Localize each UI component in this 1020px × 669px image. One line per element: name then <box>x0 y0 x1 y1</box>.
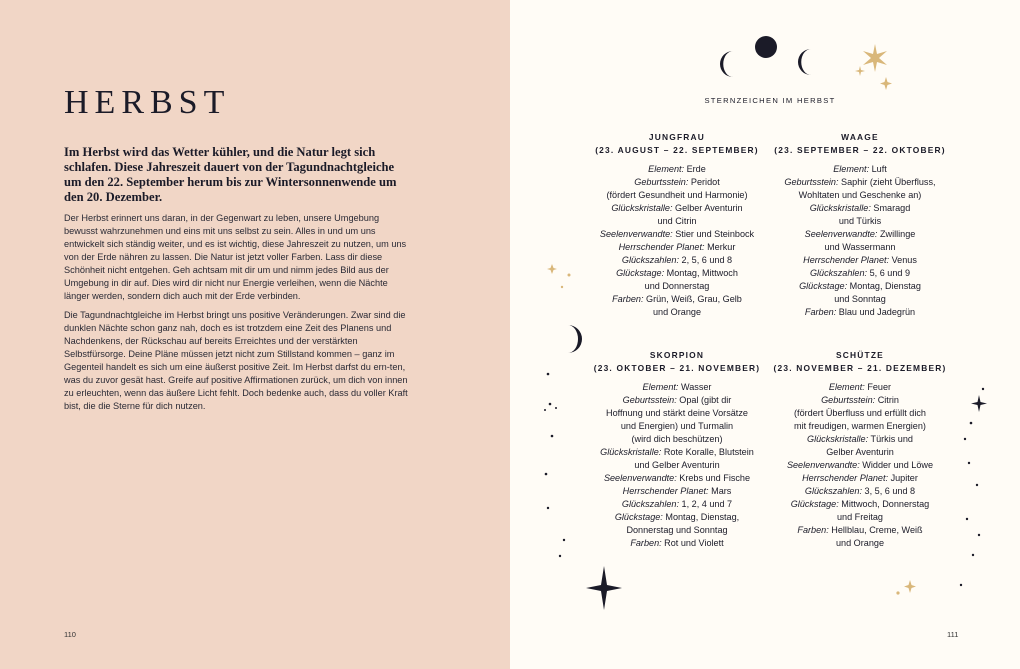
sign-detail-line <box>577 433 777 446</box>
sign-detail-value: Venus <box>889 255 917 265</box>
sign-detail-line <box>760 446 960 459</box>
sign-detail-line <box>577 420 777 433</box>
sign-jungfrau <box>577 131 777 319</box>
sign-detail-line <box>577 241 777 254</box>
sign-detail-label: Geburtsstein: <box>821 395 876 405</box>
sign-detail-line <box>577 485 777 498</box>
sign-detail-value: und Türkis <box>838 216 882 226</box>
sign-detail-label: Farben: <box>612 294 644 304</box>
sign-detail-line <box>577 280 777 293</box>
sign-detail-value: Hellblau, Creme, Weiß <box>828 525 923 535</box>
sign-detail-label: Glückszahlen: <box>621 255 680 265</box>
sign-detail-line <box>760 228 960 241</box>
sign-dates: (23. NOVEMBER – 21. DEZEMBER) <box>773 363 947 373</box>
sign-dates: (23. SEPTEMBER – 22. OKTOBER) <box>774 145 946 155</box>
sign-detail-value: und Wassermann <box>824 242 896 252</box>
sign-detail-line <box>577 267 777 280</box>
sign-detail-line <box>760 241 960 254</box>
sign-skorpion <box>577 349 777 550</box>
sign-detail-line <box>577 189 777 202</box>
sign-detail-value: Mittwoch, Donnerstag <box>838 499 930 509</box>
sign-detail-label: Herrschender Planet: <box>618 242 705 252</box>
sign-detail-value: Peridot <box>688 177 720 187</box>
sign-detail-line <box>577 472 777 485</box>
sign-detail-value: Zwillinge <box>877 229 916 239</box>
page-number-left: 110 <box>64 630 76 639</box>
sign-details <box>760 381 960 550</box>
sign-detail-value: Gelber Aventurin <box>826 447 894 457</box>
sign-detail-value: Mars <box>708 486 732 496</box>
star-dots <box>955 385 995 595</box>
sign-detail-value: und Sonntag <box>834 294 886 304</box>
sign-detail-label: Element: <box>833 164 870 174</box>
sign-detail-value: Wasser <box>678 382 712 392</box>
sign-detail-value: und Donnerstag <box>644 281 710 291</box>
sign-detail-label: Seelenverwandte: <box>603 473 677 483</box>
sign-name: SKORPION <box>649 350 705 360</box>
body-paragraph-1: Der Herbst erinnert uns daran, in der Gegenwart zu leben, unsere Umgebung bewusst wahrzunehmen und eins mit uns selbst zu sein. Alles in und um uns entwickelt sich ständig weiter, und es ist wichtig, diese Jahreszeit zu nutzen, um uns von der Erde nähren zu lassen. Die Natur ist jetzt voller Farben. Lass dir diese Schönheit nicht entgehen. Geh achtsam mit dir um und nimm jedes Bild aus der Umgebung in dir auf. Dies wird dir nicht nur Energie verleihen, wenn die Nächte länger werden, sondern dich auch mit der Erde verbinden. <box>64 213 407 301</box>
sign-detail-line <box>760 176 960 189</box>
sign-detail-label: Glückskristalle: <box>611 203 673 213</box>
sign-detail-value: Widder und Löwe <box>859 460 934 470</box>
sign-detail-label: Herrschender Planet: <box>803 255 890 265</box>
sign-detail-label: Farben: <box>804 307 837 317</box>
sign-detail-label: Glückstage: <box>614 512 663 522</box>
sign-detail-label: Farben: <box>630 538 662 548</box>
sign-detail-value: Wohltaten und Geschenke an) <box>798 190 922 200</box>
sign-detail-label: Seelenverwandte: <box>804 229 878 239</box>
sign-detail-line <box>577 407 777 420</box>
sign-detail-value: Gelber Aventurin <box>672 203 743 213</box>
sign-detail-line <box>760 254 960 267</box>
sign-detail-label: Element: <box>828 382 865 392</box>
sign-detail-line <box>760 189 960 202</box>
sign-detail-label: Glückszahlen: <box>809 268 868 278</box>
sign-detail-line <box>760 293 960 306</box>
sign-detail-line <box>760 537 960 550</box>
sign-detail-line <box>760 280 960 293</box>
sign-detail-value: Citrin <box>875 395 899 405</box>
sign-detail-value: Rot und Violett <box>661 538 724 548</box>
sign-detail-line <box>577 254 777 267</box>
sign-detail-value: und Orange <box>835 538 885 548</box>
sign-detail-value: mit freudigen, warmen Energien) <box>794 421 926 431</box>
sign-detail-value: Erde <box>684 164 706 174</box>
sign-detail-label: Geburtsstein: <box>622 395 677 405</box>
sign-detail-value: 3, 5, 6 und 8 <box>862 486 916 496</box>
sign-detail-line <box>577 228 777 241</box>
sign-details <box>577 163 777 319</box>
sign-detail-label: Seelenverwandte: <box>599 229 673 239</box>
sign-detail-line <box>760 485 960 498</box>
sign-detail-value: 5, 6 und 9 <box>867 268 911 278</box>
sign-detail-value: und Orange <box>652 307 702 317</box>
sign-detail-value: 1, 2, 4 und 7 <box>679 499 733 509</box>
sign-detail-value: (wird dich beschützen) <box>631 434 723 444</box>
four-point-star-icon <box>585 565 623 611</box>
gold-star-icon <box>890 578 920 600</box>
sign-detail-value: Smaragd <box>870 203 911 213</box>
sign-detail-line <box>577 202 777 215</box>
sign-detail-value: Stier und Steinbock <box>672 229 755 239</box>
sign-dates: (23. OKTOBER – 21. NOVEMBER) <box>593 363 761 373</box>
sign-detail-line <box>760 267 960 280</box>
sign-detail-value: Merkur <box>704 242 736 252</box>
sign-detail-label: Glückskristalle: <box>600 447 662 457</box>
sign-detail-label: Glückskristalle: <box>807 434 869 444</box>
sign-detail-label: Herrschender Planet: <box>622 486 709 496</box>
sign-detail-line <box>760 215 960 228</box>
page-number-right: 111 <box>947 630 959 639</box>
sign-detail-line <box>760 498 960 511</box>
sign-name: SCHÜTZE <box>836 350 884 360</box>
moon-phases-icon <box>715 35 815 83</box>
sign-detail-value: und Gelber Aventurin <box>634 460 720 470</box>
sign-detail-value: Feuer <box>864 382 892 392</box>
sign-detail-label: Glückszahlen: <box>621 499 680 509</box>
sign-detail-value: Blau und Jadegrün <box>836 307 916 317</box>
sign-dates: (23. AUGUST – 22. SEPTEMBER) <box>595 145 759 155</box>
body-paragraph-2: Die Tagundnachtgleiche im Herbst bringt uns positive Veränderungen. Zwar sind die dunklen Nächte schon ganz nah, doch es ist trotzdem eine Zeit des Planens und Nachdenkens, der Rückschau auf bereits Erreichtes und der verstärkten Selbstfürsorge. Deine Pläne müssen jetzt nicht zum Stillstand kommen – ganz im Gegenteil handelt es sich um eine äußerst positive Zeit. Im Herbst darfst du ern-ten, was du zuvor gesät hast. Greife auf positive Affirmationen zurück, um dich von innen zu erleuchten, wenn das äußere Licht fehlt. Doch bedenke auch, dass du voller Kraft bist, die die Sterne für dich nutzen. <box>64 310 408 411</box>
sign-detail-value: Türkis und <box>868 434 913 444</box>
sign-detail-label: Herrschender Planet: <box>802 473 889 483</box>
sign-detail-line <box>577 446 777 459</box>
sign-detail-label: Element: <box>642 382 679 392</box>
sign-detail-line <box>577 511 777 524</box>
sign-detail-line <box>760 306 960 319</box>
sign-detail-line <box>760 472 960 485</box>
sign-detail-value: Krebs und Fische <box>676 473 751 483</box>
sign-detail-line <box>577 215 777 228</box>
sign-detail-label: Glückstage: <box>790 499 839 509</box>
gold-star-icon <box>855 42 897 94</box>
sign-detail-label: Glückstage: <box>799 281 848 291</box>
sign-detail-line <box>577 306 777 319</box>
sign-detail-line <box>577 537 777 550</box>
sign-detail-value: Luft <box>869 164 887 174</box>
sign-detail-value: und Energien) und Turmalin <box>620 421 734 431</box>
sign-detail-value: Hoffnung und stärkt deine Vorsätze <box>606 408 748 418</box>
sign-schuetze <box>760 349 960 550</box>
star-dots <box>540 360 570 590</box>
sign-detail-label: Glückszahlen: <box>804 486 863 496</box>
sign-detail-line <box>577 293 777 306</box>
sign-detail-label: Glückskristalle: <box>809 203 871 213</box>
sign-detail-value: Donnerstag und Sonntag <box>626 525 728 535</box>
sign-detail-line <box>760 163 960 176</box>
sign-detail-line <box>577 163 777 176</box>
sign-detail-line <box>577 524 777 537</box>
sign-name: JUNGFRAU <box>648 132 706 142</box>
sign-detail-line <box>760 433 960 446</box>
sign-detail-value: und Citrin <box>657 216 697 226</box>
sign-detail-line <box>577 394 777 407</box>
sign-detail-line <box>760 511 960 524</box>
sign-detail-value: Saphir (zieht Überfluss, <box>838 177 936 187</box>
page-title: HERBST <box>64 84 231 121</box>
sign-detail-value: Opal (gibt dir <box>676 395 732 405</box>
sign-detail-line <box>760 459 960 472</box>
sign-detail-line <box>577 176 777 189</box>
sign-detail-value: Rote Koralle, Blutstein <box>661 447 754 457</box>
sign-detail-value: und Freitag <box>836 512 883 522</box>
sign-detail-line <box>577 459 777 472</box>
sign-detail-value: Grün, Weiß, Grau, Gelb <box>643 294 742 304</box>
sign-detail-line <box>760 420 960 433</box>
section-heading: STERNZEICHEN IM HERBST <box>704 96 836 105</box>
sign-detail-value: (fördert Gesundheit und Harmonie) <box>606 190 748 200</box>
sign-detail-line <box>577 498 777 511</box>
sign-detail-label: Geburtsstein: <box>784 177 839 187</box>
sign-detail-line <box>760 407 960 420</box>
sign-detail-value: (fördert Überfluss und erfüllt dich <box>794 408 926 418</box>
sign-detail-value: 2, 5, 6 und 8 <box>679 255 733 265</box>
sign-detail-line <box>760 202 960 215</box>
sign-waage <box>760 131 960 319</box>
sign-detail-line <box>760 524 960 537</box>
gold-star-icon <box>545 262 575 292</box>
sign-detail-label: Glückstage: <box>616 268 665 278</box>
sign-detail-label: Seelenverwandte: <box>786 460 860 470</box>
sign-details <box>577 381 777 550</box>
sign-detail-line <box>760 381 960 394</box>
lead-paragraph: Im Herbst wird das Wetter kühler, und die Natur legt sich schlafen. Diese Jahreszeit dauert von der Tagundnachtgleiche um den 22. September herum bis zur Wintersonnenwende um den 20. Dezember. <box>64 145 397 204</box>
sign-detail-label: Geburtsstein: <box>634 177 689 187</box>
sign-detail-line <box>577 381 777 394</box>
sign-detail-value: Jupiter <box>888 473 918 483</box>
sign-name: WAAGE <box>841 132 879 142</box>
sign-detail-value: Montag, Dienstag, <box>662 512 740 522</box>
sign-detail-label: Farben: <box>797 525 829 535</box>
sign-detail-line <box>760 394 960 407</box>
sign-detail-value: Montag, Mittwoch <box>664 268 738 278</box>
sign-details <box>760 163 960 319</box>
sign-detail-label: Element: <box>648 164 685 174</box>
sign-detail-value: Montag, Dienstag <box>847 281 921 291</box>
